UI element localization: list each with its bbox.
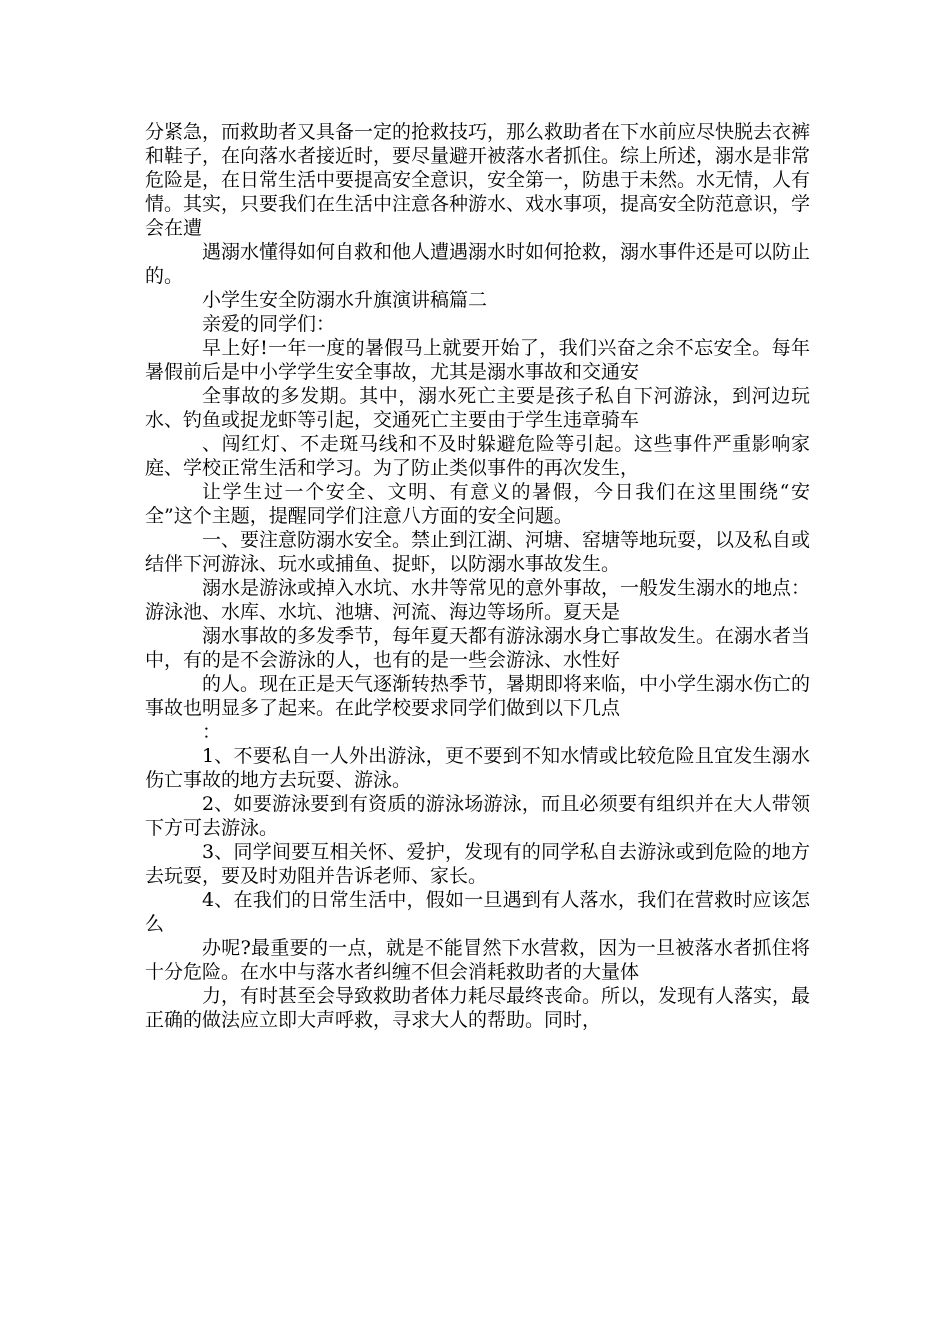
list-item-2: 2、如要游泳要到有资质的游泳场游泳，而且必须要有组织并在大人带领下方可去游泳。 <box>145 793 810 839</box>
paragraph-8: 让学生过一个安全、文明、有意义的暑假，今日我们在这里围绕“安全”这个主题，提醒同学们注意八方面的安全问题。 <box>145 481 810 527</box>
list-item-3: 3、同学间要互相关怀、爱护，发现有的同学私自去游泳或到危险的地方去玩耍，要及时劝阻并告诉老师、家长。 <box>145 841 810 887</box>
paragraph-7: 、闯红灯、不走斑马线和不及时躲避危险等引起。这些事件严重影响家庭、学校正常生活和学习。为了防止类似事件的再次发生， <box>145 433 810 479</box>
section-heading: 小学生安全防溺水升旗演讲稿篇二 <box>202 289 488 311</box>
paragraph-13: ： <box>202 721 222 743</box>
document-page <box>145 120 810 1032</box>
paragraph-9: 一、要注意防溺水安全。禁止到江湖、河塘、窑塘等地玩耍，以及私自或结伴下河游泳、玩水或捕鱼、捉虾，以防溺水事故发生。 <box>145 529 811 575</box>
list-item-1: 1、不要私自一人外出游泳，更不要到不知水情或比较危险且宜发生溺水伤亡事故的地方去玩耍、游泳。 <box>145 745 810 791</box>
paragraph-18: 办呢?最重要的一点，就是不能冒然下水营救，因为一旦被落水者抓住将十分危险。在水中与落水者纠缠不但会消耗救助者的大量体 <box>145 937 810 983</box>
salutation: 亲爱的同学们： <box>202 313 336 335</box>
list-item-4: 4、在我们的日常生活中，假如一旦遇到有人落水，我们在营救时应该怎么 <box>145 889 810 935</box>
paragraph-11: 溺水事故的多发季节，每年夏天都有游泳溺水身亡事故发生。在溺水者当中，有的是不会游泳的人，也有的是一些会游泳、水性好 <box>145 625 811 671</box>
paragraph-12: 的人。现在正是天气逐渐转热季节，暑期即将来临，中小学生溺水伤亡的事故也明显多了起来。在此学校要求同学们做到以下几点 <box>145 673 811 719</box>
paragraph-6: 全事故的多发期。其中，溺水死亡主要是孩子私自下河游泳，到河边玩水、钓鱼或捉龙虾等引起，交通死亡主要由于学生违章骑车 <box>145 385 810 431</box>
paragraph-5: 早上好!一年一度的暑假马上就要开始了，我们兴奋之余不忘安全。每年暑假前后是中小学学生安全事故，尤其是溺水事故和交通安 <box>145 337 810 383</box>
paragraph-10: 溺水是游泳或掉入水坑、水井等常见的意外事故，一般发生溺水的地点：游泳池、水库、水坑、池塘、河流、海边等场所。夏天是 <box>145 577 811 623</box>
paragraph-1: 分紧急，而救助者又具备一定的抢救技巧，那么救助者在下水前应尽快脱去衣裤和鞋子，在向落水者接近时，要尽量避开被落水者抓住。综上所述，溺水是非常危险是，在日常生活中要提高安全意识，安全第一，防患于未然。水无情，人有情。其实，只要我们在生活中注意各种游水、戏水事项，提高安全防范意识，学会在遭 <box>145 121 811 239</box>
paragraph-2: 遇溺水懂得如何自救和他人遭遇溺水时如何抢救，溺水事件还是可以防止的。 <box>145 241 811 287</box>
paragraph-19: 力，有时甚至会导致救助者体力耗尽最终丧命。所以，发现有人落实，最正确的做法应立即大声呼救，寻求大人的帮助。同时， <box>145 985 811 1031</box>
